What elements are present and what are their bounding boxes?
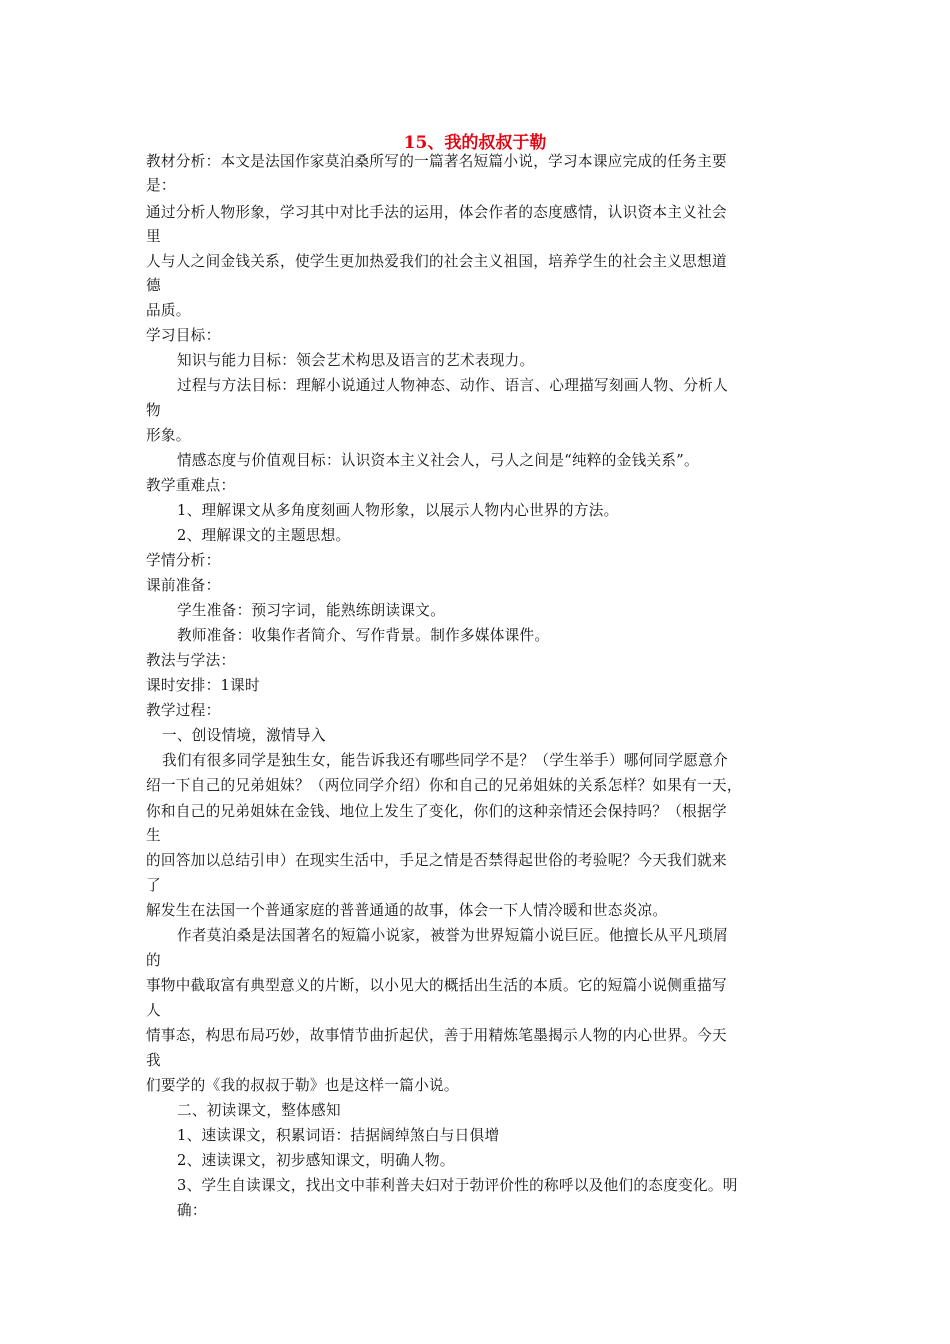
text-line: 学生准备：预习字词，能熟练朗读课文。 [177, 602, 446, 619]
text-line: 你和自己的兄弟姐妹在金钱、地位上发生了变化，你们的这种亲情还会保持吗？（根据学 [146, 803, 727, 820]
section-heading: 课前准备： [146, 577, 221, 594]
text-line: 确： [177, 1202, 207, 1219]
text-line: 3、学生自读课文，找出文中菲利普夫妇对于勃评价性的称呼以及他们的态度变化。明 [177, 1177, 738, 1194]
text-line: 事物中截取富有典型意义的片断，以小见大的概括出生活的本质。它的短篇小说侧重描写 [146, 977, 727, 994]
text-line: 形象。 [146, 427, 191, 444]
text-line: 2、理解课文的主题思想。 [177, 527, 351, 544]
text-line: 物 [146, 402, 161, 419]
text-line: 过程与方法目标：理解小说通过人物神态、动作、语言、心理描写刻画人物、分析人 [177, 377, 729, 394]
text-line: 我们有很多同学是独生女，能告诉我还有哪些同学不是？（学生举手）哪何同学愿意介 [162, 752, 728, 769]
text-line: 的回答加以总结引申）在现实生活中，手足之情是否禁得起世俗的考验呢？今天我们就来 [146, 852, 727, 869]
section-heading: 学习目标： [146, 327, 221, 344]
text-line: 知识与能力目标：领会艺术构思及语言的艺术表现力。 [177, 352, 535, 369]
text-line: 解发生在法国一个普通家庭的普普通通的故事，体会一下人情冷暖和世态炎凉。 [146, 902, 668, 919]
section-heading: 教法与学法： [146, 652, 236, 669]
text-line: 生 [146, 827, 161, 844]
text-line: 1、速读课文，积累词语：拮据阔绰煞白与日俱增 [177, 1127, 500, 1144]
text-line: 教材分析：本文是法国作家莫泊桑所写的一篇著名短篇小说，学习本课应完成的任务主要 [146, 153, 727, 170]
text-line: 教师准备：收集作者简介、写作背景。制作多媒体课件。 [177, 627, 550, 644]
section-heading: 教学重难点： [146, 477, 236, 494]
text-line: 德 [146, 277, 161, 294]
section-heading: 学情分析： [146, 552, 221, 569]
text-line: 品质。 [146, 302, 191, 319]
text-line: 作者莫泊桑是法国著名的短篇小说家，被誉为世界短篇小说巨匠。他擅长从平凡琐屑 [177, 927, 729, 944]
text-line: 2、速读课文，初步感知课文，明确人物。 [177, 1152, 455, 1169]
text-line: 情事态，构思布局巧妙，故事情节曲折起伏，善于用精炼笔墨揭示人物的内心世界。今天 [146, 1027, 727, 1044]
document-title: 15、我的叔叔于勒 [403, 133, 547, 153]
text-line: 人与人之间金钱关系，使学生更加热爱我们的社会主义祖国，培养学生的社会主义思想道 [146, 253, 727, 270]
text-line: 人 [146, 1002, 161, 1019]
text-line: 们要学的《我的叔叔于勒》也是这样一篇小说。 [146, 1077, 459, 1094]
subsection-heading: 二、初读课文，整体感知 [177, 1102, 341, 1119]
text-line: 通过分析人物形象，学习其中对比手法的运用，体会作者的态度感情，认识资本主义社会 [146, 204, 727, 221]
text-line: 我 [146, 1052, 161, 1069]
text-line: 情感态度与价值观目标：认识资本主义社会人，弓人之间是“纯粹的金钱关系”。 [177, 452, 699, 469]
text-line: 是： [146, 177, 176, 194]
text-line: 里 [146, 228, 161, 245]
text-line: 了 [146, 877, 161, 894]
text-line: 的 [146, 952, 161, 969]
subsection-heading: 一、创设情境，激情导入 [162, 727, 326, 744]
text-line: 绍一下自己的兄弟姐妹？（两位同学介绍）你和自己的兄弟姐妹的关系怎样？如果有一天， [146, 777, 742, 794]
section-heading: 教学过程： [146, 702, 221, 719]
text-line: 课时安排：1课时 [146, 677, 260, 694]
text-line: 1、理解课文从多角度刻画人物形象，以展示人物内心世界的方法。 [177, 502, 619, 519]
